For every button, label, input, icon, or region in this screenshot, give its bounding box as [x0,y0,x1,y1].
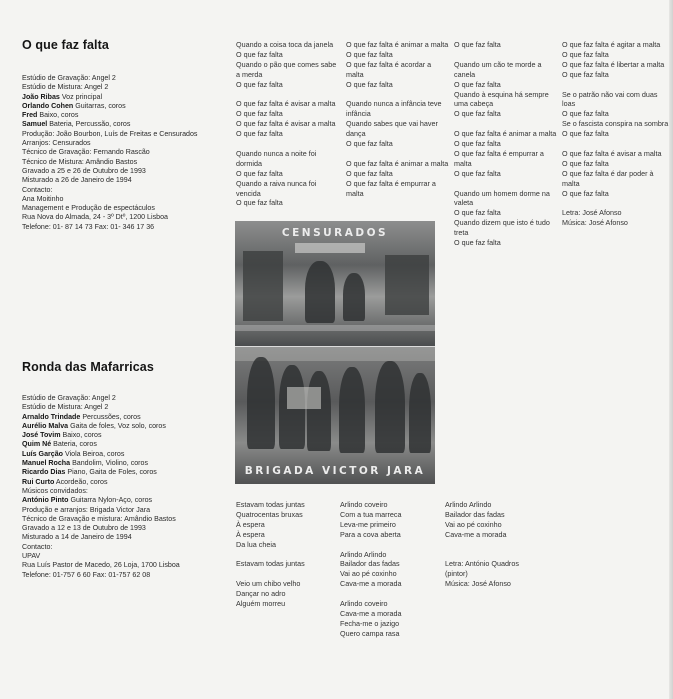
lyric-line: O que faz falta [236,109,283,119]
lyric-line: O que faz falta [562,158,609,168]
musician-role: Guitarras, coros [73,101,126,110]
lyric-line: Quando à esquina há sempre [454,89,549,99]
brigada-photo [235,347,435,484]
credits-list [22,74,237,232]
lyric-line [236,139,336,149]
lyric-line [445,550,519,560]
lyric-line: Letra: José Afonso [562,208,622,218]
musician-role: Bateria, coros [51,440,97,449]
lyric-line: O que faz falta é animar a malta [346,40,449,49]
lyric-line: O que faz falta é animar a malta [454,129,557,139]
lyric-line [562,139,668,149]
lyric-line: Quando um homem dorme na [454,188,550,198]
lyric-line: Quando nunca a noite foi [236,148,317,158]
lyric-line: O que faz falta [346,79,393,89]
credit-line: Misturado a 26 de Janeiro de 1994 [22,176,132,185]
lyric-line: Estavam todas juntas [236,559,305,569]
credit-line [22,459,237,468]
musician-name: Quim Né [22,440,52,449]
photo-caption: BRIGADA VICTOR JARA [244,465,426,477]
lyric-line: O que faz falta [236,198,283,208]
lyric-line [236,569,305,579]
lyric-line: O que faz falta [346,139,393,149]
lyrics-column [236,500,305,609]
lyric-line: O que faz falta é animar a malta [346,158,449,168]
musician-role: Baixo, coros [60,431,102,440]
lyric-line: Dançar no adro [236,589,286,599]
lyric-line: O que faz falta [236,168,283,178]
lyrics-column [562,40,668,228]
lyric-line: Quando dizem que isto é tudo [454,218,550,228]
lyric-line: O que faz falta [454,109,501,119]
song-title: Ronda das Mafarricas [22,360,154,374]
musician-name: Luís Garção [22,449,64,458]
musician-role: Bateria, Percussão, coros [47,120,131,129]
lyric-line: Bailador das fadas [340,559,400,569]
lyric-line [346,149,448,159]
lyric-line: Cava-me a morada [340,579,402,589]
credit-line: Produção: João Bourbon, Luís de Freitas e Censurados [22,129,198,138]
lyric-line: O que faz falta [562,109,609,119]
musician-name: Arnaldo Trindade [22,412,81,421]
lyric-line: O que faz falta [562,49,609,59]
lyric-line [454,50,556,60]
lyric-line: O que faz falta [236,129,283,139]
lyric-line: Da lua cheia [236,539,276,549]
lyric-line: Fecha-me o jazigo [340,618,400,628]
lyric-line: O que faz falta [346,168,393,178]
credit-line: Contacto: [22,185,53,194]
credit-line: Contacto: [22,542,53,551]
credit-line [22,431,237,440]
credit-line: Músicos convidados: [22,486,88,495]
lyric-line [445,540,519,550]
lyric-line: Arlindo coveiro [340,500,388,509]
lyric-line: À espera [236,519,265,529]
credit-line [22,496,237,505]
lyric-line: Vai ao pé coxinho [340,569,397,579]
lyric-line: uma cabeça [454,99,494,109]
lyric-line [562,80,668,90]
credit-line [22,102,237,111]
credit-line: Telefone: 01-757 6 60 Fax: 01-757 62 08 [22,570,151,579]
musician-role: Guitarra Nylon-Aço, coros [68,496,153,505]
musician-role: Gaita de foles, Voz solo, coros [68,421,166,430]
lyric-line: Cava-me a morada [340,608,402,618]
lyric-line: Quando sabes que vai haver [346,119,438,129]
lyric-line: Cava-me a morada [445,529,507,539]
lyric-line: O que faz falta é libertar a malta [562,59,665,69]
lyric-line: Bailador das fadas [445,509,505,519]
credits-list [22,394,237,580]
musician-name: Manuel Rocha [22,459,71,468]
lyric-line: Música: José Afonso [562,218,628,228]
lyric-line: malta [454,158,472,168]
musician-role: Percussões, coros [80,412,141,421]
credit-line [22,422,237,431]
lyric-line [236,90,336,100]
lyric-line: O que faz falta [454,40,501,49]
lyric-line: O que faz falta [346,49,393,59]
lyrics-column [445,500,519,589]
song-title: O que faz falta [22,38,109,52]
lyric-line: malta [346,188,364,198]
credit-line [22,111,237,120]
lyric-line: Música: José Afonso [445,579,511,589]
musician-name: Orlando Cohen [22,101,74,110]
lyric-line: treta [454,228,469,238]
lyric-line: dança [346,129,366,139]
credit-line: UPAV [22,552,41,561]
band-photo [235,221,435,484]
section-o-que-faz-falta [22,38,237,232]
musician-name: Ricardo Dias [22,468,66,477]
lyric-line: Arlindo coveiro [340,599,388,609]
musician-role: Bandolim, Violino, coros [70,459,149,468]
lyric-line: malta [346,69,364,79]
musician-name: Fred [22,111,38,120]
lyric-line: (pintor) [445,569,468,579]
credit-line [22,450,237,459]
lyric-line: canela [454,69,476,79]
credit-line: Estúdio de Mistura: Angel 2 [22,403,109,412]
lyric-line [454,179,556,189]
musician-role: Voz principal [59,92,103,101]
lyric-line: Quando nunca a infância teve [346,99,442,109]
lyric-line: O que faz falta [236,79,283,89]
credit-line: Técnico de Gravação e mistura: Amândio Bastos [22,514,176,523]
credit-line: Misturado a 14 de Janeiro de 1994 [22,533,132,542]
musician-role: Acordeão, coros [54,477,108,486]
lyric-line: O que faz falta [454,238,501,248]
musician-role: Viola Beiroa, coros [63,449,125,458]
musician-role: Piano, Gaita de Foles, coros [65,468,157,477]
lyric-line [236,550,305,560]
lyric-line: O que faz falta é avisar a malta [236,119,336,129]
credit-line [22,468,237,477]
lyrics-column [236,40,336,208]
credit-line: Estúdio de Mistura: Angel 2 [22,83,109,92]
credit-line [22,93,237,102]
lyric-line: Alguém morreu [236,599,286,609]
credit-line: Telefone: 01- 87 14 73 Fax: 01- 346 17 36 [22,222,155,231]
lyric-line: O que faz falta [454,168,501,178]
lyric-line: O que faz falta é empurrar a [346,178,436,188]
musician-name: Aurélio Malva [22,421,69,430]
lyric-line: Quando o pão que comes sabe [236,59,337,69]
lyric-line: Quatrocentas bruxas [236,509,303,519]
credit-line [22,478,237,487]
lyric-line: Se o patrão não vai com duas [562,89,658,99]
credit-line [22,440,237,449]
credit-line: Estúdio de Gravação: Angel 2 [22,74,116,82]
lyric-line: Vai ao pé coxinho [445,519,502,529]
lyric-line: O que faz falta [454,79,501,89]
lyric-line: O que faz falta é empurrar a [454,148,544,158]
lyric-line: loas [562,99,576,109]
musician-name: António Pinto [22,496,69,505]
credit-line: Técnico de Mistura: Amândio Bastos [22,157,138,166]
lyric-line: O que faz falta [562,188,609,198]
lyric-line [340,540,402,550]
lyric-line: À espera [236,529,265,539]
lyric-line: O que faz falta é dar poder à [562,168,654,178]
musician-role: Baixo, coros [37,111,79,120]
section-ronda-das-mafarricas [22,360,237,580]
lyric-line [346,90,448,100]
lyric-line: Quando um cão te morde a [454,59,542,69]
lyric-line: Veio um chibo velho [236,579,301,589]
credit-line: Rua Luís Pastor de Macedo, 26 Loja, 1700 Lisboa [22,561,180,570]
credit-line: Estúdio de Gravação: Angel 2 [22,394,116,402]
musician-name: João Ribas [22,92,60,101]
musician-name: Rui Curto [22,477,55,486]
lyric-line: Para a cova aberta [340,529,401,539]
credit-line: Técnico de Gravação: Fernando Rascão [22,148,150,157]
lyric-line: malta [562,178,580,188]
lyric-line: a merda [236,69,263,79]
lyric-line: Arlindo Arlindo [445,500,492,509]
credit-line: Produção e arranjos: Brigada Victor Jara [22,505,151,514]
lyrics-column [454,40,556,248]
credit-line: Arranjos: Censurados [22,139,91,148]
lyric-line: Letra: António Quadros [445,559,519,569]
lyric-line: O que faz falta é agitar a malta [562,40,661,49]
credit-line: Gravado a 12 e 13 de Outubro de 1993 [22,524,146,533]
lyric-line: infância [346,109,371,119]
lyric-line: Com a tua marreca [340,509,402,519]
musician-name: José Tovim [22,431,61,440]
lyric-line [340,589,402,599]
credit-line: Rua Nova do Almada, 24 - 3º Dtº, 1200 Lisboa [22,213,168,222]
lyric-line: Quero campa rasa [340,628,400,638]
lyric-line: Arlindo Arlindo [340,549,387,559]
lyrics-column [346,40,448,198]
lyric-line: dormida [236,158,262,168]
lyric-line: Se o fascista conspira na sombra [562,119,669,129]
credit-line: Ana Moitinho [22,194,64,203]
censurados-photo [235,221,435,347]
lyric-line: Estavam todas juntas [236,500,305,509]
lyric-line: O que faz falta é acordar a [346,59,432,69]
lyrics-column [340,500,402,639]
credit-line: Gravado a 25 e 26 de Outubro de 1993 [22,166,146,175]
musician-name: Samuel [22,120,48,129]
lyric-line: Quando a coisa toca da janela [236,40,334,49]
lyric-line: O que faz falta é avisar a malta [562,148,662,158]
lyric-line: valeta [454,198,474,208]
lyric-line: O que faz falta é avisar a malta [236,99,336,109]
credit-line: Management e Produção de espectáculos [22,204,155,213]
credit-line [22,413,237,422]
lyric-line: vencida [236,188,261,198]
photo-caption: CENSURADOS [281,227,389,239]
lyric-line: O que faz falta [562,129,609,139]
lyric-line: O que faz falta [562,69,609,79]
lyric-line [454,119,556,129]
lyric-line: O que faz falta [236,49,283,59]
credit-line [22,120,237,129]
lyric-line: O que faz falta [454,139,501,149]
lyric-line: Leva-me primeiro [340,519,396,529]
lyric-line: O que faz falta [454,208,501,218]
page-edge [669,0,673,699]
lyric-line [562,198,668,208]
lyric-line: Quando a raiva nunca foi [236,178,317,188]
